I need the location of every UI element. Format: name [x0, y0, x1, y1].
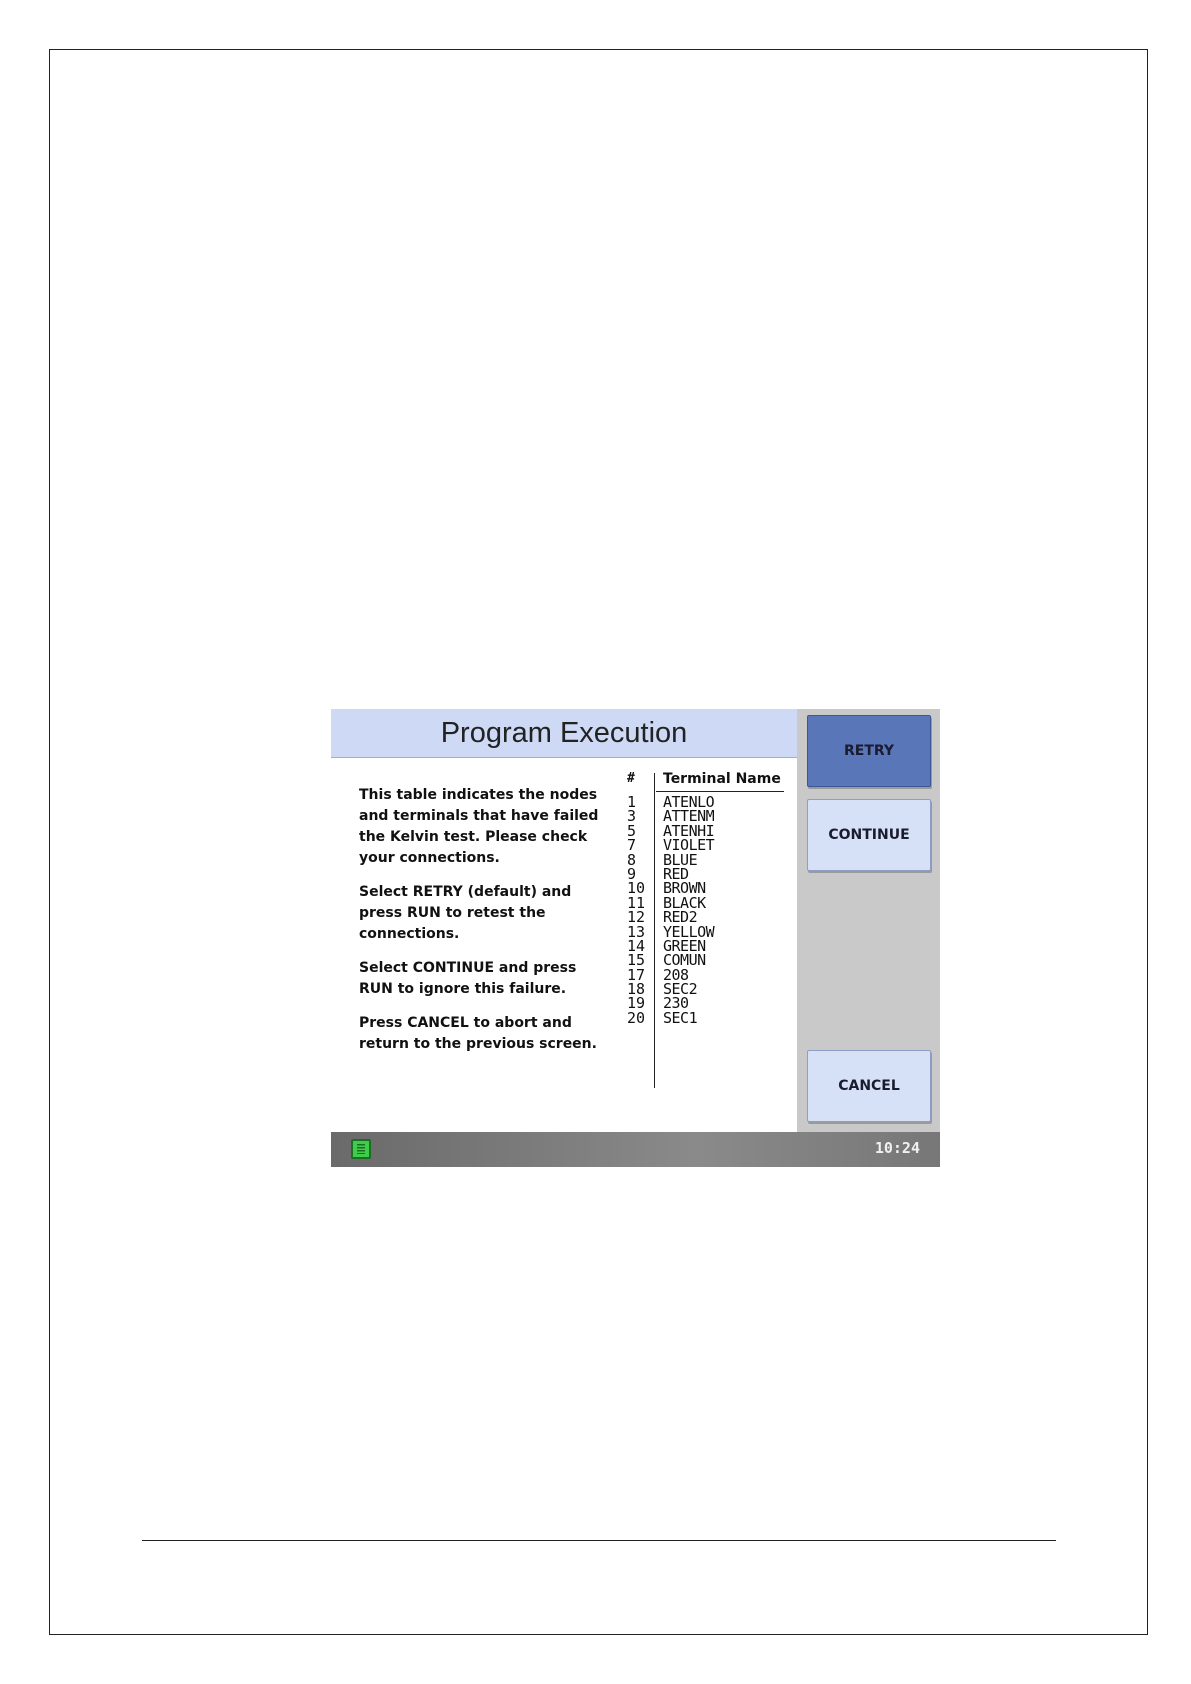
table-row: [621, 965, 793, 984]
terminal-name: COMUN: [663, 951, 706, 970]
terminal-name: 230: [663, 994, 689, 1013]
terminal-number: 15: [627, 951, 646, 970]
terminal-name: YELLOW: [663, 922, 715, 941]
terminal-name: BLUE: [663, 850, 698, 869]
terminal-name: RED2: [663, 908, 698, 927]
side-panel: [797, 709, 940, 1132]
table-row: [621, 850, 793, 869]
terminal-number: 8: [627, 850, 637, 869]
device-screen: [331, 709, 940, 1167]
battery-icon: [351, 1139, 371, 1159]
terminal-number: 12: [627, 908, 646, 927]
table-row: [621, 1008, 793, 1027]
terminal-name: ATENHI: [663, 821, 715, 840]
terminal-number: 11: [627, 893, 646, 912]
terminal-number: 9: [627, 864, 637, 883]
table-row: [621, 836, 793, 855]
terminal-name: 208: [663, 965, 689, 984]
terminal-name: SEC1: [663, 1008, 698, 1027]
cancel-button[interactable]: CANCEL: [807, 1050, 931, 1122]
terminal-number: 7: [627, 836, 637, 855]
terminal-number: 13: [627, 922, 646, 941]
terminal-name: GREEN: [663, 936, 706, 955]
header-rule: [656, 791, 784, 792]
terminal-name: BLACK: [663, 893, 706, 912]
terminal-number: 14: [627, 936, 646, 955]
continue-button[interactable]: CONTINUE: [807, 799, 931, 871]
terminal-number: 1: [627, 793, 637, 811]
instruction-paragraph: Select CONTINUE and press RUN to ignore this failure.: [359, 960, 577, 997]
retry-button[interactable]: RETRY: [807, 715, 931, 787]
table-row: [621, 980, 793, 999]
terminal-number: 3: [627, 807, 637, 826]
column-header-number: #: [627, 771, 635, 786]
instruction-paragraph: Press CANCEL to abort and return to the previous screen.: [359, 1015, 597, 1052]
instructions: [359, 785, 609, 1068]
page-title: Program Execution: [331, 709, 797, 758]
table-row: [621, 922, 793, 941]
main-panel: [331, 709, 797, 1132]
table-rows: [621, 795, 793, 1025]
table-row: [621, 951, 793, 970]
terminal-name: RED: [663, 864, 689, 883]
terminal-name: ATENLO: [663, 793, 715, 811]
terminal-name: ATTENM: [663, 807, 715, 826]
footer-rule: [142, 1540, 1056, 1541]
terminal-name: SEC2: [663, 980, 698, 999]
clock-time: 10:24: [874, 1139, 920, 1157]
table-row: [621, 994, 793, 1013]
instruction-paragraph: This table indicates the nodes and terminals that have failed the Kelvin test. Please check your connections.: [359, 787, 599, 866]
terminal-number: 18: [627, 980, 646, 999]
table-row: [621, 879, 793, 898]
instruction-paragraph: Select RETRY (default) and press RUN to retest the connections.: [359, 884, 572, 942]
failed-terminals-table: [621, 771, 793, 1106]
terminal-name: BROWN: [663, 879, 706, 898]
terminal-number: 19: [627, 994, 646, 1013]
terminal-number: 5: [627, 821, 637, 840]
table-row: [621, 864, 793, 883]
terminal-name: VIOLET: [663, 836, 715, 855]
terminal-number: 17: [627, 965, 646, 984]
terminal-number: 20: [627, 1008, 646, 1027]
column-header-terminal-name: Terminal Name: [663, 771, 781, 787]
status-bar: [331, 1132, 940, 1167]
table-row: [621, 936, 793, 955]
table-row: [621, 893, 793, 912]
terminal-number: 10: [627, 879, 646, 898]
